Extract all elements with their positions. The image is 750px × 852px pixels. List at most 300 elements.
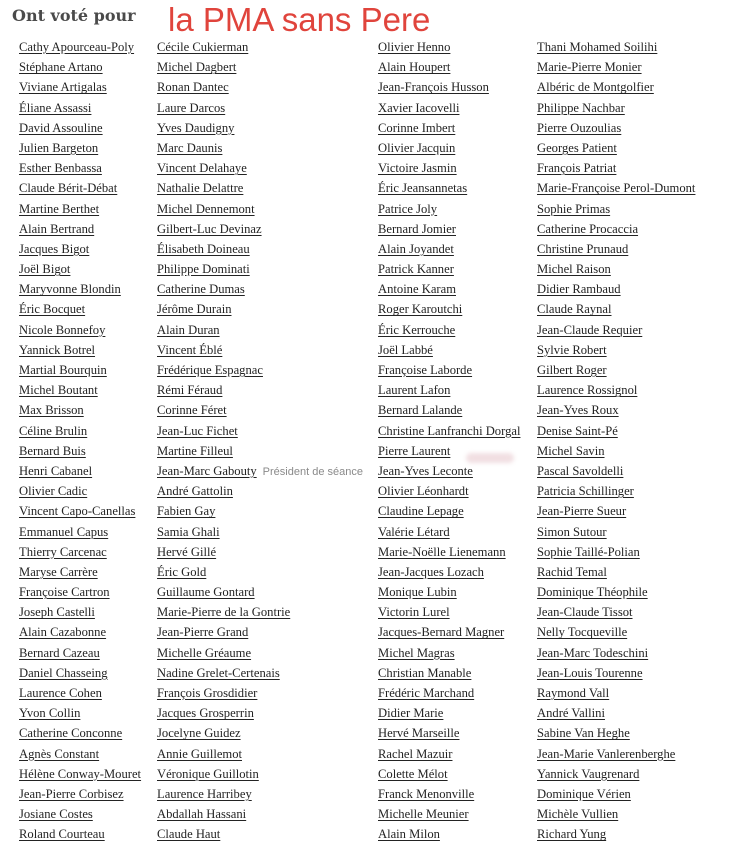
list-item (19, 259, 141, 279)
senator-link[interactable]: Maryvonne Blondin (19, 282, 121, 297)
senator-link[interactable]: Alain Duran (157, 322, 220, 337)
list-item (378, 562, 520, 582)
list-item (378, 320, 520, 340)
senator-link[interactable]: Michèle Vullien (537, 807, 619, 822)
list-item (19, 279, 141, 299)
senator-link[interactable]: Rémi Féraud (157, 383, 223, 398)
list-item (537, 158, 695, 178)
senator-link[interactable]: David Assouline (19, 120, 103, 135)
senator-link[interactable]: Valérie Létard (378, 524, 450, 539)
list-item (378, 98, 520, 118)
list-item (378, 360, 520, 380)
senator-link[interactable]: Maryse Carrère (19, 564, 98, 579)
list-item (378, 764, 520, 784)
senator-link[interactable]: Éliane Assassi (19, 100, 92, 115)
senator-link[interactable]: Claude Bérit-Débat (19, 181, 118, 196)
senator-link[interactable]: Catherine Dumas (157, 282, 245, 297)
senator-link[interactable]: Jacques Grosperrin (157, 706, 254, 721)
senator-link[interactable]: Alain Joyandet (378, 241, 454, 256)
list-item (157, 279, 363, 299)
senator-link[interactable]: Laurence Cohen (19, 686, 102, 700)
senator-link[interactable]: Jérôme Durain (157, 302, 232, 317)
senator-link[interactable]: Viviane Artigalas (19, 80, 107, 95)
list-item (19, 57, 141, 77)
list-item (537, 622, 695, 642)
senator-link[interactable]: Pierre Ouzoulias (537, 120, 622, 135)
list-item (157, 77, 363, 97)
list-item (157, 57, 363, 77)
senator-link[interactable]: Didier Rambaud (537, 282, 621, 297)
list-item (157, 219, 363, 239)
senator-link[interactable]: Martine Filleul (157, 443, 233, 458)
list-item (378, 663, 520, 683)
senator-link[interactable]: Emmanuel Capus (19, 524, 109, 539)
senator-link[interactable]: Albéric de Montgolfier (537, 80, 654, 95)
list-item (19, 360, 141, 380)
list-item (537, 461, 695, 481)
senator-link[interactable]: Nathalie Delattre (157, 181, 244, 196)
list-item (378, 703, 520, 723)
list-item (378, 299, 520, 319)
senator-link[interactable]: Jean-Pierre Grand (157, 625, 249, 640)
list-item (537, 421, 695, 441)
senator-link[interactable]: Philippe Dominati (157, 262, 250, 277)
list-item (378, 57, 520, 77)
list-item (537, 522, 695, 542)
senator-link[interactable]: Jacques Bigot (19, 241, 90, 256)
senator-link[interactable]: Samia Ghali (157, 524, 220, 539)
senator-link[interactable]: Michel Raison (537, 262, 611, 277)
list-item (19, 683, 141, 703)
list-item (378, 481, 520, 501)
list-item (19, 481, 141, 501)
senator-link[interactable]: Didier Marie (378, 706, 444, 721)
senator-link[interactable]: Thani Mohamed Soilihi (537, 40, 658, 54)
senator-link[interactable]: Laurent Lafon (378, 383, 451, 398)
list-item (19, 98, 141, 118)
senator-link[interactable]: Georges Patient (537, 140, 617, 155)
senator-link[interactable]: Jean-Yves Roux (537, 403, 619, 418)
senator-link[interactable]: Vincent Delahaye (157, 161, 247, 176)
senator-link[interactable]: Jean-Pierre Corbisez (19, 786, 124, 801)
senator-link[interactable]: Yannick Vaugrenard (537, 766, 640, 781)
list-item (157, 622, 363, 642)
senator-link[interactable]: Marc Daunis (157, 140, 223, 155)
list-item (537, 178, 695, 198)
list-item (157, 441, 363, 461)
list-item (19, 158, 141, 178)
list-item (19, 441, 141, 461)
senator-link[interactable]: Laurence Harribey (157, 786, 252, 801)
list-item (378, 501, 520, 521)
senator-link[interactable]: Michel Savin (537, 443, 605, 458)
list-item (537, 663, 695, 683)
senator-link[interactable]: Olivier Léonhardt (378, 484, 469, 499)
senator-link[interactable]: Jean-Pierre Sueur (537, 504, 627, 519)
list-item (157, 522, 363, 542)
senator-link[interactable]: Michel Magras (378, 645, 455, 660)
senator-link[interactable]: Richard Yung (537, 827, 607, 842)
senator-link[interactable]: Olivier Cadic (19, 484, 88, 499)
senator-link[interactable]: Sophie Primas (537, 201, 611, 216)
list-item (537, 299, 695, 319)
list-item (157, 199, 363, 219)
senator-link[interactable]: Monique Lubin (378, 585, 457, 600)
senator-link[interactable]: Gilbert Roger (537, 363, 607, 377)
senator-link[interactable]: Sylvie Robert (537, 342, 607, 357)
senator-link[interactable]: Nicole Bonnefoy (19, 322, 106, 337)
senator-link[interactable]: Victoire Jasmin (378, 161, 457, 176)
senator-link[interactable]: Jocelyne Guidez (157, 726, 241, 741)
senator-link[interactable]: Jean-Marie Vanlerenberghe (537, 746, 676, 761)
list-item (19, 421, 141, 441)
senator-link[interactable]: Françoise Cartron (19, 585, 110, 600)
senator-link[interactable]: Josiane Costes (19, 807, 93, 822)
senator-link[interactable]: Colette Mélot (378, 766, 448, 781)
list-item (537, 138, 695, 158)
senator-link[interactable]: Véronique Guillotin (157, 766, 259, 781)
senator-link[interactable]: Éric Kerrouche (378, 322, 456, 337)
senator-link[interactable]: Sabine Van Heghe (537, 726, 630, 741)
list-item (537, 643, 695, 663)
senator-link[interactable]: Corinne Féret (157, 403, 227, 418)
list-item (19, 703, 141, 723)
senator-link[interactable]: Annie Guillemot (157, 746, 242, 761)
list-item (378, 400, 520, 420)
senator-link[interactable]: Christine Prunaud (537, 241, 629, 256)
list-item (378, 259, 520, 279)
list-item (537, 824, 695, 844)
senator-link[interactable]: Nadine Grelet-Certenais (157, 665, 280, 680)
senator-link[interactable]: Michelle Meunier (378, 807, 469, 822)
list-item (19, 77, 141, 97)
list-item (378, 461, 520, 481)
senator-link[interactable]: Bernard Buis (19, 443, 86, 458)
list-item (378, 219, 520, 239)
list-item (157, 804, 363, 824)
list-item (19, 622, 141, 642)
list-item (157, 299, 363, 319)
senator-link[interactable]: Martine Berthet (19, 201, 100, 216)
section-heading: Ont voté pour (12, 6, 136, 25)
senator-link[interactable]: Antoine Karam (378, 282, 456, 297)
senator-link[interactable]: Bernard Cazeau (19, 645, 100, 660)
list-item (19, 400, 141, 420)
list-item (19, 380, 141, 400)
senator-link[interactable]: Élisabeth Doineau (157, 241, 250, 256)
senator-link[interactable]: Nelly Tocqueville (537, 625, 628, 640)
senator-link[interactable]: Claude Raynal (537, 302, 612, 317)
senator-link[interactable]: André Gattolin (157, 484, 233, 499)
senator-link[interactable]: Alain Houpert (378, 60, 451, 75)
senator-link[interactable]: Michel Dennemont (157, 201, 255, 216)
list-item (378, 158, 520, 178)
list-item (157, 421, 363, 441)
senator-link[interactable]: Dominique Théophile (537, 585, 648, 600)
senator-link[interactable]: Éric Gold (157, 564, 207, 579)
list-item (19, 320, 141, 340)
list-item (378, 804, 520, 824)
list-item (378, 118, 520, 138)
senator-link[interactable]: Céline Brulin (19, 423, 88, 438)
senator-link[interactable]: Laurence Rossignol (537, 383, 638, 398)
senator-link[interactable]: Olivier Henno (378, 40, 451, 54)
senator-link[interactable]: Dominique Vérien (537, 786, 631, 801)
list-item (378, 824, 520, 844)
senator-link[interactable]: Christine Lanfranchi Dorgal (378, 423, 521, 438)
senator-link[interactable]: Catherine Conconne (19, 726, 123, 741)
list-item (157, 481, 363, 501)
list-item (537, 98, 695, 118)
senator-link[interactable]: Joseph Castelli (19, 605, 95, 620)
senator-link[interactable]: Henri Cabanel (19, 463, 93, 478)
senator-link[interactable]: Pierre Laurent (378, 443, 451, 458)
list-item (157, 764, 363, 784)
list-item (537, 703, 695, 723)
list-item (157, 380, 363, 400)
senator-link[interactable]: André Vallini (537, 706, 605, 721)
list-item (19, 199, 141, 219)
list-item (19, 37, 141, 57)
list-item (378, 340, 520, 360)
list-item (157, 400, 363, 420)
senator-link[interactable]: Marie-Pierre de la Gontrie (157, 605, 291, 620)
senator-link[interactable]: Victorin Lurel (378, 605, 450, 620)
list-item (537, 602, 695, 622)
list-item (157, 542, 363, 562)
list-item (157, 784, 363, 804)
senator-link[interactable]: Jean-Yves Leconte (378, 463, 473, 478)
senator-link[interactable]: Hervé Gillé (157, 544, 217, 559)
list-item (537, 37, 695, 57)
senator-link[interactable]: Éric Bocquet (19, 302, 86, 317)
senator-link[interactable]: Bernard Lalande (378, 403, 463, 418)
senator-link[interactable]: Yannick Botrel (19, 342, 96, 357)
senator-link[interactable]: Yvon Collin (19, 706, 81, 721)
senator-link[interactable]: Fabien Gay (157, 504, 216, 519)
senator-link[interactable]: Françoise Laborde (378, 363, 473, 377)
senator-link[interactable]: Patrick Kanner (378, 262, 454, 277)
senator-column-2 (157, 37, 363, 845)
list-item (537, 683, 695, 703)
list-item (157, 340, 363, 360)
senator-link[interactable]: Hélène Conway-Mouret (19, 766, 142, 781)
senator-link[interactable]: Simon Sutour (537, 524, 607, 539)
list-item (378, 582, 520, 602)
list-item (19, 744, 141, 764)
list-item (19, 522, 141, 542)
senator-link[interactable]: Laure Darcos (157, 100, 226, 115)
list-item (378, 77, 520, 97)
senator-column-4 (537, 37, 695, 845)
senator-link[interactable]: Jacques-Bernard Magner (378, 625, 505, 640)
list-item (537, 542, 695, 562)
senator-link[interactable]: Sophie Taillé-Polian (537, 544, 640, 559)
list-item (19, 340, 141, 360)
list-item (157, 723, 363, 743)
senator-link[interactable]: Vincent Capo-Canellas (19, 504, 136, 519)
senator-column-1 (19, 37, 141, 845)
senator-link[interactable]: Raymond Vall (537, 686, 610, 700)
list-item (378, 178, 520, 198)
senator-link[interactable]: Abdallah Hassani (157, 807, 247, 822)
list-item (537, 562, 695, 582)
list-item (157, 663, 363, 683)
senator-link[interactable]: Jean-Marc Gabouty (157, 463, 257, 478)
senator-link[interactable]: Roland Courteau (19, 827, 105, 842)
list-item (157, 501, 363, 521)
list-item (537, 804, 695, 824)
list-item (19, 824, 141, 844)
list-item (378, 522, 520, 542)
senator-link[interactable]: Bernard Jomier (378, 221, 456, 236)
senator-link[interactable]: Claudine Lepage (378, 504, 464, 519)
senator-link[interactable]: François Grosdidier (157, 686, 258, 700)
list-item (19, 138, 141, 158)
list-item (157, 602, 363, 622)
list-item (157, 37, 363, 57)
list-item (157, 360, 363, 380)
list-item (537, 501, 695, 521)
list-item (537, 340, 695, 360)
list-item (19, 299, 141, 319)
senator-link[interactable]: Agnès Constant (19, 746, 100, 761)
list-item (537, 77, 695, 97)
list-item (537, 400, 695, 420)
senator-link[interactable]: Gilbert-Luc Devinaz (157, 221, 262, 236)
senator-link[interactable]: Michel Boutant (19, 383, 98, 398)
senator-link[interactable]: Rachel Mazuir (378, 746, 453, 761)
list-item (157, 643, 363, 663)
senator-link[interactable]: Jean-Claude Tissot (537, 605, 633, 620)
senator-link[interactable]: Marie-Françoise Perol-Dumont (537, 181, 696, 196)
senator-link[interactable]: Franck Menonville (378, 786, 475, 801)
senator-link[interactable]: Jean-Louis Tourenne (537, 665, 643, 680)
list-item (19, 239, 141, 259)
senator-link[interactable]: Michelle Gréaume (157, 645, 252, 660)
senator-link[interactable]: Frédérique Espagnac (157, 363, 263, 377)
list-item (378, 138, 520, 158)
list-item (378, 784, 520, 804)
senator-link[interactable]: Alain Bertrand (19, 221, 95, 236)
list-item (19, 663, 141, 683)
list-item (537, 723, 695, 743)
senator-link[interactable]: Max Brisson (19, 403, 84, 418)
senator-link[interactable]: Catherine Procaccia (537, 221, 639, 236)
senator-link[interactable]: Daniel Chasseing (19, 665, 108, 680)
senator-link[interactable]: Yves Daudigny (157, 120, 235, 135)
list-item (537, 764, 695, 784)
senator-link[interactable]: Jean-Marc Todeschini (537, 645, 649, 660)
list-item (19, 118, 141, 138)
senator-link[interactable]: Corinne Imbert (378, 120, 456, 135)
list-item (537, 239, 695, 259)
list-item (19, 178, 141, 198)
senator-link[interactable]: Hervé Marseille (378, 726, 460, 741)
senator-link[interactable]: Joël Labbé (378, 342, 433, 357)
senator-link[interactable]: Rachid Temal (537, 564, 607, 579)
list-item (537, 279, 695, 299)
senator-link[interactable]: Patricia Schillinger (537, 484, 634, 499)
senator-link[interactable]: Cécile Cukierman (157, 40, 249, 54)
senator-link[interactable]: Michel Dagbert (157, 60, 237, 75)
senator-link[interactable]: Alain Milon (378, 827, 440, 842)
senator-link[interactable]: Roger Karoutchi (378, 302, 463, 317)
list-item (157, 239, 363, 259)
senator-link[interactable]: Claude Haut (157, 827, 221, 842)
senator-link[interactable]: Frédéric Marchand (378, 686, 475, 700)
senator-link[interactable]: Christian Manable (378, 665, 472, 680)
list-item (537, 481, 695, 501)
list-item (537, 360, 695, 380)
senator-link[interactable]: Martial Bourquin (19, 363, 107, 377)
senator-link[interactable]: Alain Cazabonne (19, 625, 107, 640)
senator-link[interactable]: Vincent Éblé (157, 342, 223, 357)
senator-link[interactable]: Pascal Savoldelli (537, 463, 624, 478)
senator-link[interactable]: Jean-Claude Requier (537, 322, 643, 337)
list-item (378, 380, 520, 400)
senator-link[interactable]: Cathy Apourceau-Poly (19, 40, 135, 54)
list-item (537, 784, 695, 804)
senator-link[interactable]: Marie-Noëlle Lienemann (378, 544, 506, 559)
overlay-title: la PMA sans Pere (168, 1, 431, 38)
senator-link[interactable]: Esther Benbassa (19, 161, 102, 176)
list-item (537, 57, 695, 77)
list-item (157, 683, 363, 703)
list-item (378, 744, 520, 764)
senator-link[interactable]: Jean-Jacques Lozach (378, 564, 484, 579)
senator-link[interactable]: Julien Bargeton (19, 140, 99, 155)
list-item (157, 582, 363, 602)
list-item (378, 421, 520, 441)
senator-link[interactable]: Philippe Nachbar (537, 100, 625, 115)
list-item (537, 582, 695, 602)
list-item (157, 138, 363, 158)
senator-link[interactable]: Stéphane Artano (19, 60, 103, 75)
smudge-mark (466, 453, 514, 463)
list-item (157, 98, 363, 118)
list-item (378, 279, 520, 299)
senator-link[interactable]: Patrice Joly (378, 201, 438, 216)
list-item (378, 643, 520, 663)
senator-link[interactable]: Olivier Jacquin (378, 140, 456, 155)
senator-link[interactable]: Denise Saint-Pé (537, 423, 618, 438)
senator-link[interactable]: François Patriat (537, 161, 617, 176)
list-item (19, 723, 141, 743)
list-item (157, 178, 363, 198)
list-item (378, 37, 520, 57)
senator-link[interactable]: Marie-Pierre Monier (537, 60, 642, 75)
senator-link[interactable]: Éric Jeansannetas (378, 181, 468, 196)
list-item (537, 320, 695, 340)
list-item (19, 643, 141, 663)
list-item (19, 219, 141, 239)
list-item (157, 461, 363, 481)
senator-link[interactable]: Jean-Luc Fichet (157, 423, 238, 438)
list-item (19, 582, 141, 602)
senator-link[interactable]: Thierry Carcenac (19, 544, 107, 559)
senator-link[interactable]: Joël Bigot (19, 262, 71, 277)
list-item (378, 723, 520, 743)
list-item (19, 804, 141, 824)
list-item (157, 562, 363, 582)
senator-link[interactable]: Xavier Iacovelli (378, 100, 460, 115)
senator-link[interactable]: Guillaume Gontard (157, 585, 255, 600)
list-item (537, 199, 695, 219)
senator-link[interactable]: Ronan Dantec (157, 80, 229, 95)
senator-link[interactable]: Jean-François Husson (378, 80, 489, 95)
list-item (537, 441, 695, 461)
